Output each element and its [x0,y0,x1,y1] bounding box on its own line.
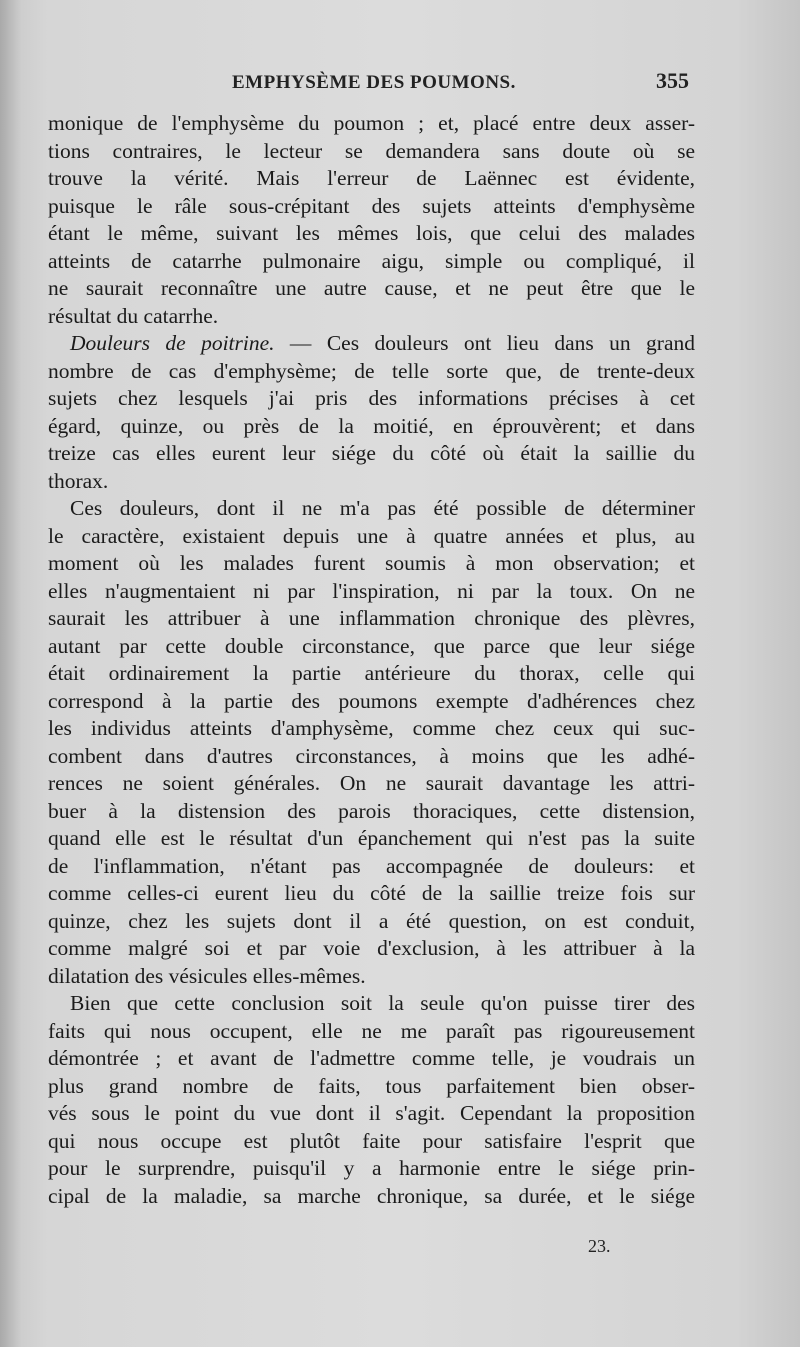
text-line: comme celles-ci eurent lieu du côté de la saillie treize fois sur [48,881,695,905]
text-line: résultat du catarrhe. [48,303,219,328]
text-line: elles n'augmentaient ni par l'inspiration, ni par la toux. On ne [48,578,695,603]
text-line: thorax. [48,468,109,493]
page-gutter-shadow [0,0,22,1347]
text-line: pour le surprendre, puisqu'il y a harmonie entre le siége prin- [48,1156,695,1180]
text-line: Ces douleurs, dont il ne m'a pas été possible de déterminer [70,496,695,520]
text-line: les individus atteints d'amphysème, comme chez ceux qui suc- [48,716,695,740]
text-line: vés sous le point du vue dont il s'agit. Cependant la proposition [48,1101,695,1125]
text-line: trouve la vérité. Mais l'erreur de Laënnec est évidente, [48,166,695,190]
signature-mark: 23. [588,1236,611,1256]
text-line: nombre de cas d'emphysème; de telle sorte que, de trente-deux [48,358,695,383]
text-line: comme malgré soi et par voie d'exclusion, à les attribuer à la [48,936,695,960]
text-line: tions contraires, le lecteur se demandera sans doute où se [48,138,695,163]
heading-continuation: — Ces douleurs ont lieu dans un grand [274,331,695,355]
text-line: puisque le râle sous-crépitant des sujets atteints d'emphysème [48,193,695,218]
text-line: faits qui nous occupent, elle ne me paraît pas rigoureusement [48,1018,695,1043]
text-line: démontrée ; et avant de l'admettre comme telle, je voudrais un [48,1046,695,1070]
text-line: combent dans d'autres circonstances, à moins que les adhé- [48,743,695,768]
text-line: monique de l'emphysème du poumon ; et, placé entre deux asser- [48,111,695,135]
text-line: atteints de catarrhe pulmonaire aigu, simple ou compliqué, il [48,248,695,273]
text-line: autant par cette double circonstance, que parce que leur siége [48,633,695,658]
text-line: moment où les malades furent soumis à mon observation; et [48,551,695,575]
body-text [48,110,695,1210]
text-line: étant le même, suivant les mêmes lois, que celui des malades [48,221,695,245]
section-heading-line [48,330,695,358]
text-line: saurait les attribuer à une inflammation chronique des plèvres, [48,606,695,630]
text-line: qui nous occupe est plutôt faite pour satisfaire l'esprit que [48,1128,695,1153]
text-line: était ordinairement la partie antérieure du thorax, celle qui [48,661,695,685]
text-line: plus grand nombre de faits, tous parfaitement bien obser- [48,1073,695,1098]
text-line: égard, quinze, ou près de la moitié, en éprouvèrent; et dans [48,413,695,438]
text-line: quand elle est le résultat d'un épanchement qui n'est pas la suite [48,826,695,850]
running-head: EMPHYSÈME DES POUMONS. [232,72,516,93]
text-line: rences ne soient générales. On ne saurait davantage les attri- [48,771,695,795]
text-line: Bien que cette conclusion soit la seule qu'on puisse tirer des [70,991,695,1015]
text-line: le caractère, existaient depuis une à quatre années et plus, au [48,523,695,548]
text-line: de l'inflammation, n'étant pas accompagnée de douleurs: et [48,853,695,878]
text-line: quinze, chez les sujets dont il a été question, on est conduit, [48,908,695,933]
text-line: sujets chez lesquels j'ai pris des informations précises à cet [48,386,695,410]
text-line: dilatation des vésicules elles-mêmes. [48,963,366,988]
text-line: cipal de la maladie, sa marche chronique, sa durée, et le siége [48,1183,695,1208]
text-line: treize cas elles eurent leur siége du côté où était la saillie du [48,441,695,465]
page-number: 355 [656,68,689,93]
text-line: correspond à la partie des poumons exempte d'adhérences chez [48,688,695,713]
text-line: ne saurait reconnaître une autre cause, et ne peut être que le [48,276,695,300]
text-line: buer à la distension des parois thoraciques, cette distension, [48,798,695,823]
section-heading: Douleurs de poitrine. [70,331,275,355]
